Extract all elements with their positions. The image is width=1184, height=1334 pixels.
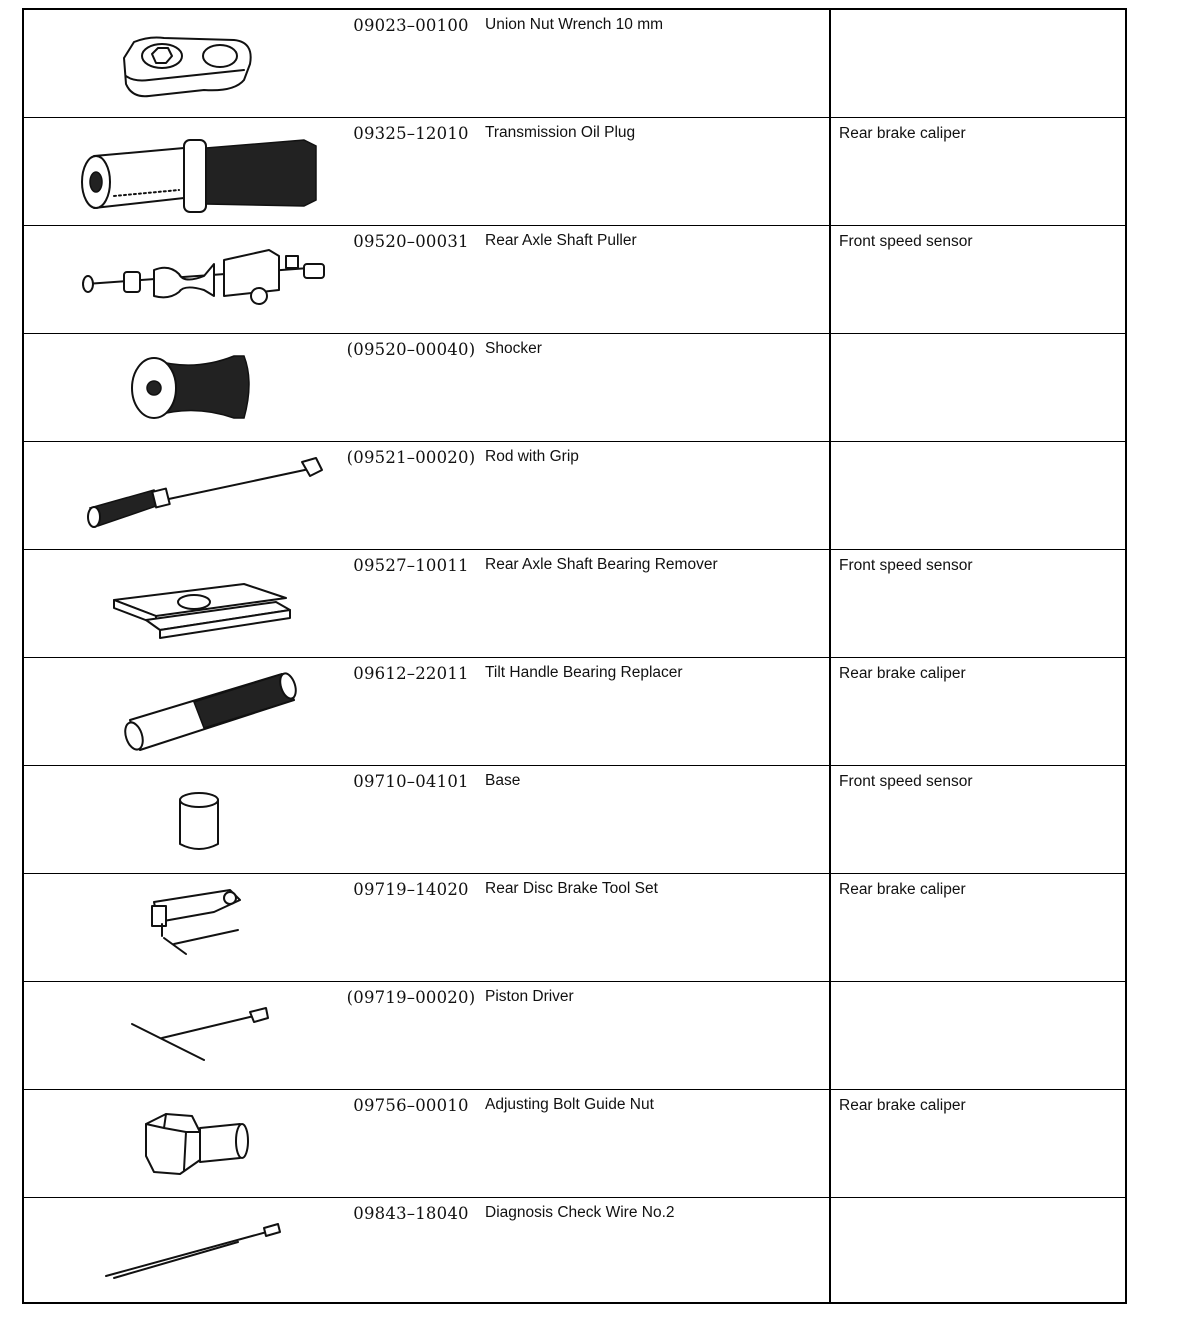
part-name: Shocker <box>485 340 542 357</box>
part-number: 09520–00031 <box>353 232 469 251</box>
base-cylinder-icon <box>54 774 344 866</box>
tool-cell <box>23 334 830 442</box>
usage-note <box>831 982 1125 989</box>
part-name: Rear Axle Shaft Bearing Remover <box>485 556 718 573</box>
part-name: Adjusting Bolt Guide Nut <box>485 1096 654 1113</box>
part-name: Rear Disc Brake Tool Set <box>485 880 658 897</box>
part-name: Diagnosis Check Wire No.2 <box>485 1204 675 1221</box>
part-name: Union Nut Wrench 10 mm <box>485 16 664 33</box>
part-name: Rear Axle Shaft Puller <box>485 232 637 249</box>
union-nut-wrench-icon <box>54 18 344 110</box>
usage-cell <box>830 1090 1126 1198</box>
usage-cell <box>830 442 1126 550</box>
table-row <box>23 982 1126 1090</box>
usage-cell <box>830 874 1126 982</box>
transmission-oil-plug-icon <box>54 126 344 218</box>
usage-note: Rear brake caliper <box>839 125 966 142</box>
usage-note: Front speed sensor <box>839 773 973 790</box>
bearing-remover-plate-icon <box>54 558 344 650</box>
part-number: 09756–00010 <box>353 1096 469 1115</box>
table-row <box>23 550 1126 658</box>
table-row <box>23 658 1126 766</box>
part-number: 09612–22011 <box>353 664 469 683</box>
usage-cell <box>830 766 1126 874</box>
part-name: Piston Driver <box>485 988 574 1005</box>
part-name: Tilt Handle Bearing Replacer <box>485 664 683 681</box>
usage-note: Front speed sensor <box>839 557 973 574</box>
tool-cell <box>23 442 830 550</box>
tool-cell <box>23 874 830 982</box>
usage-note <box>831 10 1125 17</box>
usage-note: Rear brake caliper <box>839 665 966 682</box>
table-row <box>23 9 1126 118</box>
tool-cell <box>23 1090 830 1198</box>
usage-cell <box>830 1198 1126 1304</box>
table-row <box>23 1090 1126 1198</box>
special-service-tools-table <box>22 8 1127 1304</box>
usage-note <box>831 1198 1125 1205</box>
tool-cell <box>23 550 830 658</box>
check-wire-icon <box>54 1206 344 1298</box>
tool-cell <box>23 118 830 226</box>
tool-cell <box>23 226 830 334</box>
disc-brake-tool-set-icon <box>54 882 344 974</box>
usage-cell <box>830 658 1126 766</box>
part-number: (09520–00040) <box>346 340 476 359</box>
axle-shaft-puller-icon <box>54 234 344 326</box>
usage-cell <box>830 550 1126 658</box>
usage-cell <box>830 982 1126 1090</box>
usage-note <box>831 334 1125 341</box>
tool-cell <box>23 766 830 874</box>
part-name: Transmission Oil Plug <box>485 124 636 141</box>
tool-cell <box>23 658 830 766</box>
usage-note <box>831 442 1125 449</box>
part-number: (09521–00020) <box>346 448 476 467</box>
table-row <box>23 118 1126 226</box>
part-number: 09843–18040 <box>353 1204 469 1223</box>
tool-cell <box>23 1198 830 1304</box>
part-number: 09719–14020 <box>353 880 469 899</box>
part-number: 09023–00100 <box>353 16 469 35</box>
table-row <box>23 226 1126 334</box>
shocker-icon <box>54 342 344 434</box>
usage-note: Front speed sensor <box>839 233 973 250</box>
bearing-replacer-icon <box>54 666 344 758</box>
table-row <box>23 442 1126 550</box>
part-number: 09710–04101 <box>353 772 469 791</box>
guide-nut-icon <box>54 1098 344 1190</box>
table-row <box>23 334 1126 442</box>
usage-note: Rear brake caliper <box>839 881 966 898</box>
part-name: Rod with Grip <box>485 448 579 465</box>
part-number: 09325–12010 <box>353 124 469 143</box>
part-name: Base <box>485 772 521 789</box>
usage-cell <box>830 226 1126 334</box>
tool-cell <box>23 982 830 1090</box>
rod-with-grip-icon <box>54 450 344 542</box>
tool-cell <box>23 9 830 118</box>
part-number: 09527–10011 <box>353 556 469 575</box>
table-row <box>23 1198 1126 1304</box>
usage-cell <box>830 118 1126 226</box>
table-row <box>23 874 1126 982</box>
piston-driver-icon <box>54 990 344 1082</box>
usage-note: Rear brake caliper <box>839 1097 966 1114</box>
part-number: (09719–00020) <box>346 988 476 1007</box>
table-row <box>23 766 1126 874</box>
usage-cell <box>830 9 1126 118</box>
usage-cell <box>830 334 1126 442</box>
